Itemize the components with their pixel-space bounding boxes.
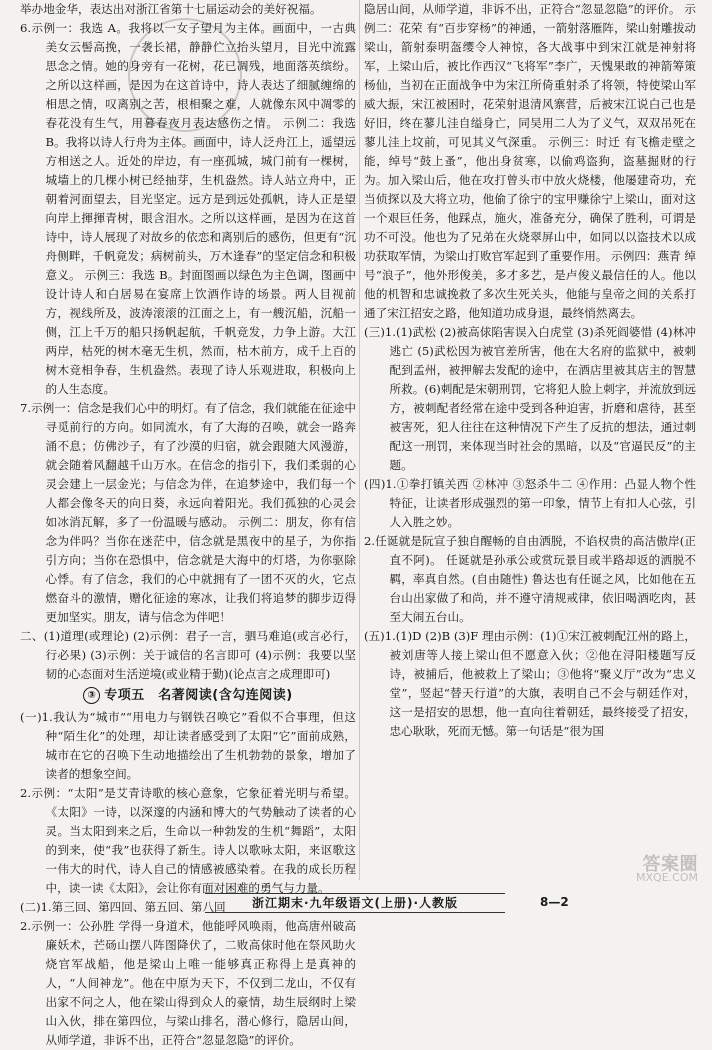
paragraph: 举办地金华，表达出对浙江省第十七届运动会的美好祝福。	[20, 2, 322, 16]
section-number-badge: ③	[83, 687, 100, 704]
answer-block: 2.示例：“太阳”是艾青诗歌的核心意象，它象征着光明与希望。《太阳》一诗，以深邃的内涵和博大的气势触动了读者的心灵。当太阳到来之后，生命以一种勃发的生机“舞蹈”，太阳的到来，使“我”也获得了新生。诗人以歌咏太阳，来讴歌这一伟大的时代，诗人自己的情感被感染着。在我的成长历程中，读一读《太阳》，会让你有面对困难的勇气与力量。	[20, 786, 356, 895]
answer-block: (五)1.(1)D (2)B (3)F 理由示例：(1)①宋江被刺配江州的路上，被刘唐等人接上梁山但不愿意入伙；②他在浔阳楼题写反诗，被捕后，他被救上了梁山；③他将“聚义厅”改为“忠义堂”，竖起“替天行道”的大旗，表明自己不会与朝廷作对，这一是招安的思想，他一直向往着朝廷，最终接受了招安，忠心耿耿，死而无憾。第一句话是“很为国	[364, 629, 696, 738]
page-number: 8—2	[540, 895, 569, 909]
column-divider	[359, 0, 360, 880]
answer-block: (四)1.①拳打镇关西 ②林冲 ③怒杀牛二 ④作用：凸显人物个性特征，让读者形成强烈的第一印象，情节上有扣人心弦，引人入胜之妙。	[364, 477, 696, 529]
watermark-url: MXQE.COM	[636, 871, 698, 884]
page-footer	[0, 890, 712, 916]
answer-block: (一)1.我认为“城市”“用电力与钢铁召唤它”看似不合事理，但这种“陌生化”的处理，却让读者感受到了太阳“它”面前成熟，城市在它的召唤下生动地描绘出了生机勃勃的景象，增加了读者的想象空间。	[20, 710, 356, 781]
answer-block: (三)1.(1)武松 (2)被高俅陷害误入白虎堂 (3)杀死阎婆惜 (4)林冲逃亡 (5)武松因为被官差所害，他在大名府的监狱中，被刺配到孟州，被押解去发配的途中，在酒店里被其店主的智慧所救。(6)刺配是宋朝刑罚，它将犯人脸上刺字，并流放到远方，被刺配者经常在途中受到各种迫害，折磨和虐待，甚至被害死，犯人往往在这种情况下产生了反抗的想法，通过刺配这一刑罚，来体现当时社会的黑暗，以及“官逼民反”的主题。	[364, 325, 696, 472]
answer-block: (二)1.第三回、第四回、第五回、第八回	[20, 900, 226, 914]
section-two-answers: 二、(1)道理(或理论) (2)示例：君子一言，驷马难追(或言必行，行必果) (3)示例：关于诚信的名言即可 (4)示例：我要以坚韧的心态面对生活逆境(或业精于勤)(论点言之成理即可)	[20, 629, 356, 681]
answer-block: 2.任诞就是阮宣子独自醒畅的自由洒脱，不谄权贵的高洁傲岸(正直不阿)。 任诞就是孙承公或赏玩景目或半路却返的洒脱不羁，率真自然。(自由随性) 鲁达也有任诞之风，比如他在五台山出家做了和尚，并不遵守清规戒律，依旧喝酒吃肉，甚至大闹五台山。	[364, 534, 696, 624]
footer-title: 浙江期末·九年级语文(上册)·人教版	[205, 893, 505, 913]
answer-7: 7.示例一：信念是我们心中的明灯。有了信念，我们就能在征途中寻觅前行的方向。如同流水，有了大海的召唤，就会一路奔涌不息；仿佛沙子，有了沙漠的归宿，就会跟随大风漫游，就会随着风翻越千山万水。在信念的指引下，我们柔弱的心灵会建上一层金光；与信念为伴，在追梦途中，我们每一个人都会像冬天的向日葵，永远向着阳光。我们孤独的心灵会如冰消瓦解，多了一份温暖与感动。 示例二：朋友，你有信念为伴吗？当你在迷茫中，信念就是黑夜中的星子，为你指引方向；当你在恐惧中，信念就是大海中的灯塔，为你驱除心悸。有了信念，我们的心中就拥有了一团不灭的火，它点燃奋斗的激情，赠化征途的寒冰，让我们将追梦的脚步迈得更加坚实。朋友，请与信念为伴吧！	[20, 401, 356, 624]
paragraph: 隐居山间，从师学道，非诉不出，正符合“忽显忽隐”的评价。 示例二：花荣 有“百步穿杨”的神通，一箭射落雁阵，梁山射雕拔动梁山，箭射泰明盔缨令人神惊，各大战事中到宋江就是神射将军，上梁山后，被比作西汉“飞将军”李广，天愧果敢的神箭筹策杨仙，当初在正面战争中为宋江所倚重射杀了将领，特使梁山军威大振，宋江被困时，花荣射退清风寨营，后被宋江说白己也是好旧，终在蓼儿洼自缢身亡，同吴用二人为了义气，双双吊死在蓼儿洼上坟前，可见其义气深重。 示例三：时迁 有飞檐走壁之能，绰号“鼓上蚤”，他出身贫寒，以偷鸡盗狗，盗墓掘财的行为。加入梁山后，他在攻打曾头市中放火烧楼，他屡建奇功，充当侦探以及大将立功，他偷了徐宁的宝甲赚徐宁上梁山，面对这一个艰巨任务，他踩点，施火，准备充分，确保了胜利，可谓是功不可没。他也为了兄弟在火烧翠屏山中，如同以以盗技术以成功获取军情，为梁山打败官军起到了重要作用。 示例四：燕青 绰号“浪子”，他外形俊美，多才多艺，是卢俊义最信任的人。他以他的机智和忠诚挽救了多次生死关头，他能与皇帝之间的关系打通了宋江招安之路，他知道功成身退，最终悄然离去。	[364, 2, 696, 320]
right-column	[364, 0, 696, 888]
section-heading	[20, 686, 356, 706]
watermark-text: 答案圈	[642, 854, 698, 875]
section-title: 专项五 名著阅读(含勾连阅读)	[104, 688, 293, 703]
answer-block: 2.示例一：公孙胜 学得一身道术，他能呼风唤雨，他高唐州破高廉妖术，芒砀山摆八阵图降伏了，二败高俅时他在祭风助火烧官军战船，他是梁山上唯一能够真正称得上是真神的人，“人间神龙”。他在中原为天下，不仅到二龙山，不仅有出家不问之人，他在梁山得到众人的豪情，劫生辰纲时上梁山入伙，排在第四位，与梁山排名，潜心修行，隐居山间，从师学道，非诉不出，正符合“忽显忽隐”的评价。	[20, 919, 356, 1047]
answer-6: 6.示例一：我选 A。我将以一女子望月为主体。画面中，一古典美女云髻高挽，一袭长裙，静静伫立抬头望月，目光中流露思念之情。她的身旁有一花树，花已凋残，地面落英缤纷。之所以这样画，是因为在这首诗中，诗人表达了细腻缠绵的相思之情，叹离别之苦，根相聚之难，人就像东风中凋零的春花没有生气，用暮春夜月表达感伤之情。 示例二：我选 B。我将以诗人行舟为主体。画面中，诗人泛舟江上，遥望远方相送之人。近处的岸边，有一座孤城，城门前有一棵树，城墙上的几棵小树已经抽芽，生机盎然。诗人站立舟中，正朝着河面望去，目光坚定。远方是到远处孤帆，诗人正是望向岸上揮揮青树，眼含泪水。之所以这样画，是因为在这首诗中，诗人展现了对故乡的依恋和离别后的感伤，但更有“沉舟侧畔，千帆竟发；病树前头，万木逢春”的坚定信念和积极意义。 示例三：我选 B。封面图画以绿色为主色调，图画中设计诗人和白居易在宴席上饮酒作诗的场景。两人目视前方，视线所及，波涛滚滚的江面之上，有一艘沉船，沉船一侧，江上千万的船只扬帆起航，千帆竞发，力争上游。大江两岸，枯死的树木毫无生机，然而，枯木前方，成千上百的树木竞相争春，生机盎然。表现了诗人乐观进取，积极向上的人生态度。	[20, 21, 356, 396]
